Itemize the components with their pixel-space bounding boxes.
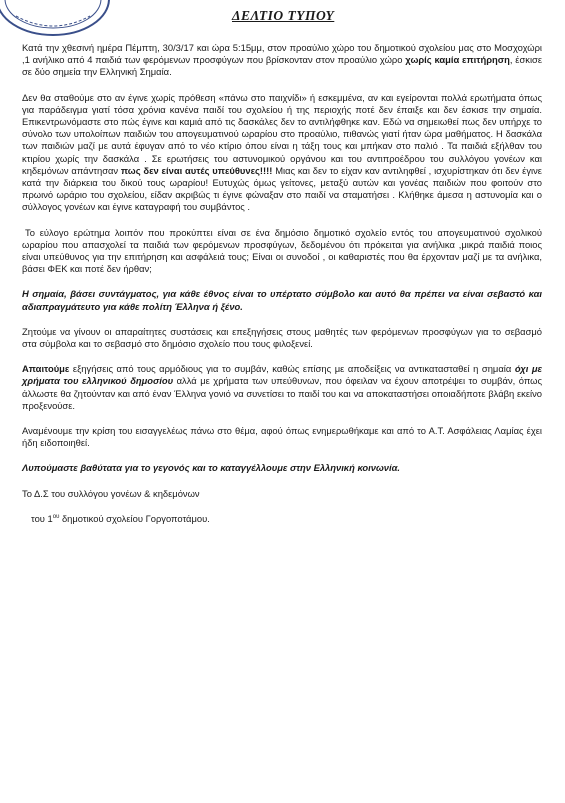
emphasis-text: χωρίς καμία επιτήρηση bbox=[405, 54, 510, 66]
signature-text: του 1 bbox=[31, 512, 53, 524]
paragraph-incident bbox=[22, 42, 542, 79]
paragraph-text: αλλά με χρήματα των υπεύθυνων, που όφειλαν να έχουν αποτρέψει το συμβάν, όπως άλλωστε θα ζητούνταν και από έναν Έλληνα γονιό να συνετίσει το παιδί του και να αποκαταστήσει οποιαδήποτε βλάβη εκείνο προξενούσε. bbox=[22, 375, 542, 411]
page-title: ΔΕΛΤΙΟ ΤΥΠΟΥ bbox=[232, 8, 335, 23]
paragraph-closing: Λυπούμαστε βαθύτατα για το γεγονός και το καταγγέλλουμε στην Ελληνική κοινωνία. bbox=[22, 462, 401, 474]
paragraph-request: Ζητούμε να γίνουν οι απαραίτητες συστάσεις και επεξηγήσεις στους μαθητές των φερόμενων προσφύγων για το σεβασμό στα σύμβολα και το σεβασμό στο δημόσιο σχολείο που τους φιλοξενεί. bbox=[22, 325, 542, 350]
paragraph-demand bbox=[22, 363, 542, 412]
signature-line-2 bbox=[22, 513, 542, 525]
paragraph-question: Το εύλογο ερώτημα λοιπόν που προκύπτει είναι σε ένα δημόσιο δημοτικό σχολείο εντός του απογευματινού σχολικού ωραρίου που απασχολεί τα παιδιά των φερόμενων προσφύγων, δεδομένου ότι πρόκειται για ανήλικα ,μικρά παιδιά ποιος είναι υπεύθυνος για την επιτήρηση και ασφάλειά τους; Είναι οι συνοδοί , οι καθαριστές που θα έρχονταν μαζί με τα ανήλικα, βάσει ΦΕΚ και ποτέ δεν ήρθαν; bbox=[22, 226, 542, 275]
paragraph-details bbox=[22, 92, 542, 214]
ordinal-superscript: ου bbox=[52, 513, 60, 520]
document-body bbox=[22, 42, 542, 525]
emphasis-text: πως δεν είναι αυτές υπεύθυνες!!!! bbox=[120, 164, 273, 176]
paragraph-text: εξηγήσεις από τους αρμόδιους για το συμβάν, καθώς επίσης με αποδείξεις να αντικατασταθεί η σημαία bbox=[69, 363, 515, 375]
paragraph-text: Κατά την χθεσινή ημέρα Πέμπτη, 30/3/17 και ώρα 5:15μμ, στον προαύλιο χώρο του δημοτικού σχολείου μας στο Μοσχοχώρι ,1 ανήλικο από 4 παιδιά των φερόμενων προσφύγων που βρίσκονταν στον προαύλιο χώρο bbox=[22, 42, 542, 66]
paragraph-text: Μιας και δεν το είχαν καν αντιληφθεί , ισχυρίστηκαν ότι δεν έγινε κατά την διάρκεια του δικού τους ωραρίου! Ευτυχώς όμως γείτονες, μεταξύ αυτών και γονέας παιδιών που φοιτούν στο πρωινό ωράριο του σχολείου, είδαν ακριβώς τι έγινε φώναξαν στο παιδί να σταματήσει . Κλήθηκε άμεσα η αστυνομία και ο σύλλογος γονέων και έγινε καταγραφή του συμβάντος . bbox=[22, 164, 542, 213]
stamp-seal bbox=[0, 0, 112, 38]
emphasis-text: Απαιτούμε bbox=[22, 363, 70, 375]
paragraph-flag-statement: Η σημαία, βάσει συντάγματος, για κάθε έθνος είναι το υπέρτατο σύμβολο και αυτό θα πρέπει να είναι σεβαστό και αδιαπραγμάτευτο για κάθε πολίτη Έλληνα ή ξένο. bbox=[22, 288, 542, 312]
paragraph-text: Δεν θα σταθούμε στο αν έγινε χωρίς πρόθεση «πάνω στο παιχνίδι» ή εσκεμμένα, αν και εγείρονται πολλά ερωτήματα όπως για παράδειγμα γιατί τόσα χρόνια κανένα παιδί του σχολείου ή της περιοχής ποτέ δεν έπαιξε και δεν έσκισε την σημαία. Επικεντρωνόμαστε στο πώς έγινε και καμιά από τις δασκάλες δεν το αντιλήφθηκε καν. Εδώ να σημειωθεί πως δεν υπήρχε το σύνολο των υπολοίπων παιδιών του απογευματινού ωραρίου στο προαύλιο, πιθανώς γιατί ήταν ώρα μαθήματος. Η δασκάλα των παιδιών μαζί με αυτά έφυγαν από το νέο κτίριο όπου είναι η τάξη τους και μπήκαν στο παλιό . Τα παιδιά εξήλθαν του κτιρίου χωρίς την δασκάλα . Σε ερωτήσεις του αστυνομικού οργάνου και του αντιπροέδρου του συλλόγου γονέων και κηδεμόνων απάντησαν bbox=[22, 91, 542, 176]
paragraph-prosecutor: Αναμένουμε την κρίση του εισαγγελέως πάνω στο θέμα, αφού όπως ενημερωθήκαμε και από το Α.Τ. Ασφάλειας Λαμίας έχει ήδη ειδοποιηθεί. bbox=[22, 425, 542, 449]
paragraph-text: , έσκισε σε δύο σημεία την Ελληνική Σημαία. bbox=[22, 54, 542, 78]
signature-text: δημοτικού σχολείου Γοργοποτάμου. bbox=[59, 512, 210, 524]
signature-line-1: Το Δ.Σ του συλλόγου γονέων & κηδεμόνων bbox=[22, 487, 200, 499]
emphasis-text: όχι με χρήματα του ελληνικού δημοσίου bbox=[22, 363, 543, 387]
